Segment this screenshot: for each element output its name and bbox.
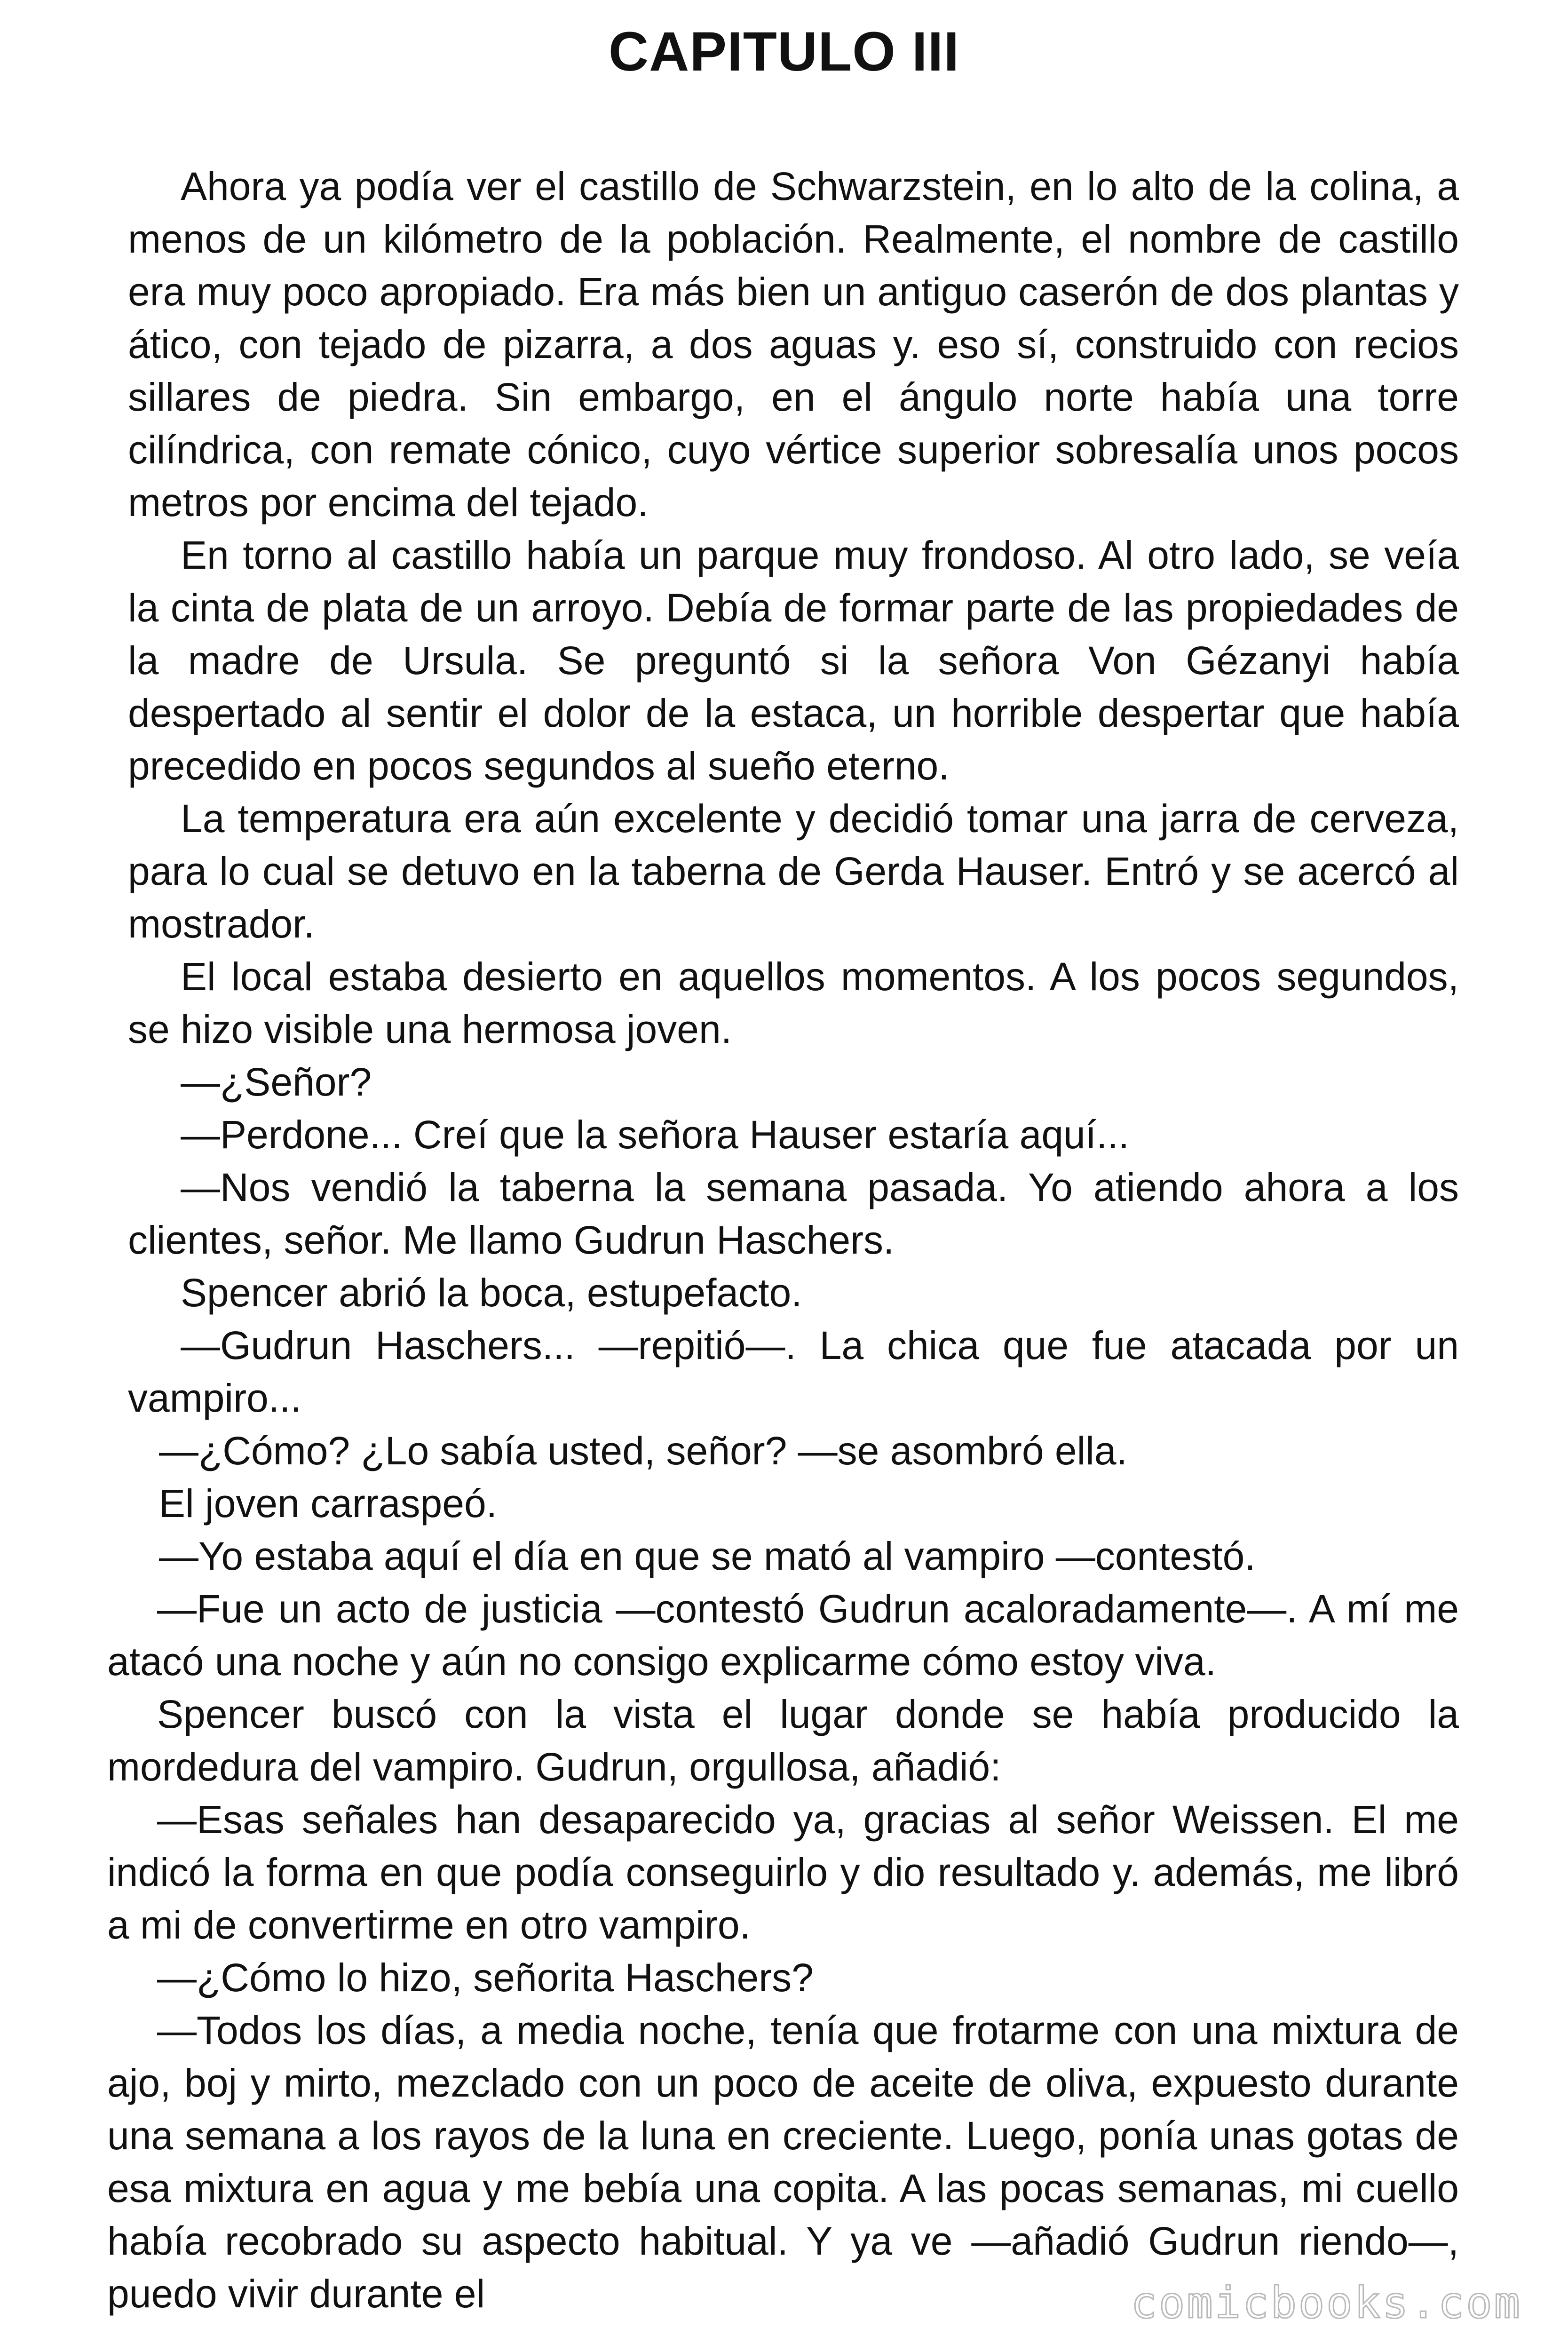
dialogue-question: —¿Cómo lo hizo, señorita Haschers?: [157, 1955, 814, 2000]
paragraph-park: En torno al castillo había un parque muy frondoso. Al otro lado, se veía la cinta de plata de un arroyo. Debía de formar parte de las propiedades de la madre de Ursula. Se preguntó si la señora Von Gézanyi había despertado al sentir el dolor de la estaca, un horrible despertar que había precedido en pocos segundos al sueño eterno.: [128, 533, 1459, 788]
paragraph-castle: Ahora ya podía ver el castillo de Schwarzstein, en lo alto de la colina, a menos de un kilómetro de la población. Realmente, el nombre de castillo era muy poco apropiado. Era más bien un antiguo caserón de dos plantas y ático, con tejado de pizarra, a dos aguas y. eso sí, construido con recios sillares de piedra. Sin embargo, en el ángulo norte había una torre cilíndrica, con remate cónico, cuyo vértice superior sobresalía unos pocos metros por encima del tejado.: [128, 164, 1459, 524]
chapter-body: [0, 160, 1568, 2320]
chapter-title: CAPITULO III: [608, 21, 960, 83]
dialogue-sold-tavern: —Nos vendió la taberna la semana pasada. Yo atiendo ahora a los clientes, señor. Me llamo Gudrun Haschers.: [128, 1165, 1459, 1262]
paragraph-spencer-surprised: Spencer abrió la boca, estupefacto.: [181, 1271, 802, 1315]
dialogue-gudrun-repeat: —Gudrun Haschers... —repitió—. La chica que fue atacada por un vampiro...: [128, 1323, 1459, 1420]
paragraph-bite-mark: Spencer buscó con la vista el lugar donde se había producido la mordedura del vampiro. Gudrun, orgullosa, añadió:: [107, 1692, 1459, 1789]
watermark-logo: comicbooks.com: [1131, 2278, 1522, 2328]
dialogue-justice: —Fue un acto de justicia —contestó Gudrun acaloradamente—. A mí me atacó una noche y aún no consigo explicarme cómo estoy viva.: [107, 1587, 1459, 1684]
dialogue-asombro: —¿Cómo? ¿Lo sabía usted, señor? —se asombró ella.: [159, 1429, 1127, 1473]
dialogue-senor: —¿Señor?: [181, 1060, 372, 1104]
dialogue-vampire-killed: —Yo estaba aquí el día en que se mató al vampiro —contestó.: [159, 1534, 1256, 1578]
paragraph-tavern: La temperatura era aún excelente y decidió tomar una jarra de cerveza, para lo cual se detuvo en la taberna de Gerda Hauser. Entró y se acercó al mostrador.: [128, 796, 1459, 946]
dialogue-remedy: —Todos los días, a media noche, tenía que frotarme con una mixtura de ajo, boj y mirto, mezclado con un poco de aceite de oliva, expuesto durante una semana a los rayos de la luna en creciente. Luego, ponía unas gotas de esa mixtura en agua y me bebía una copita. A las pocas semanas, mi cuello había recobrado su aspecto habitual. Y ya ve —añadió Gudrun riendo—, puedo vivir durante el: [107, 2008, 1459, 2316]
paragraph-young-woman: El local estaba desierto en aquellos momentos. A los pocos segundos, se hizo visible una hermosa joven.: [128, 954, 1459, 1051]
paragraph-carraspeo: El joven carraspeó.: [159, 1481, 498, 1526]
dialogue-signals: —Esas señales han desaparecido ya, gracias al señor Weissen. El me indicó la forma en que podía conseguirlo y dio resultado y. además, me libró a mi de convertirme en otro vampiro.: [107, 1797, 1459, 1947]
dialogue-perdone: —Perdone... Creí que la señora Hauser estaría aquí...: [181, 1112, 1130, 1157]
